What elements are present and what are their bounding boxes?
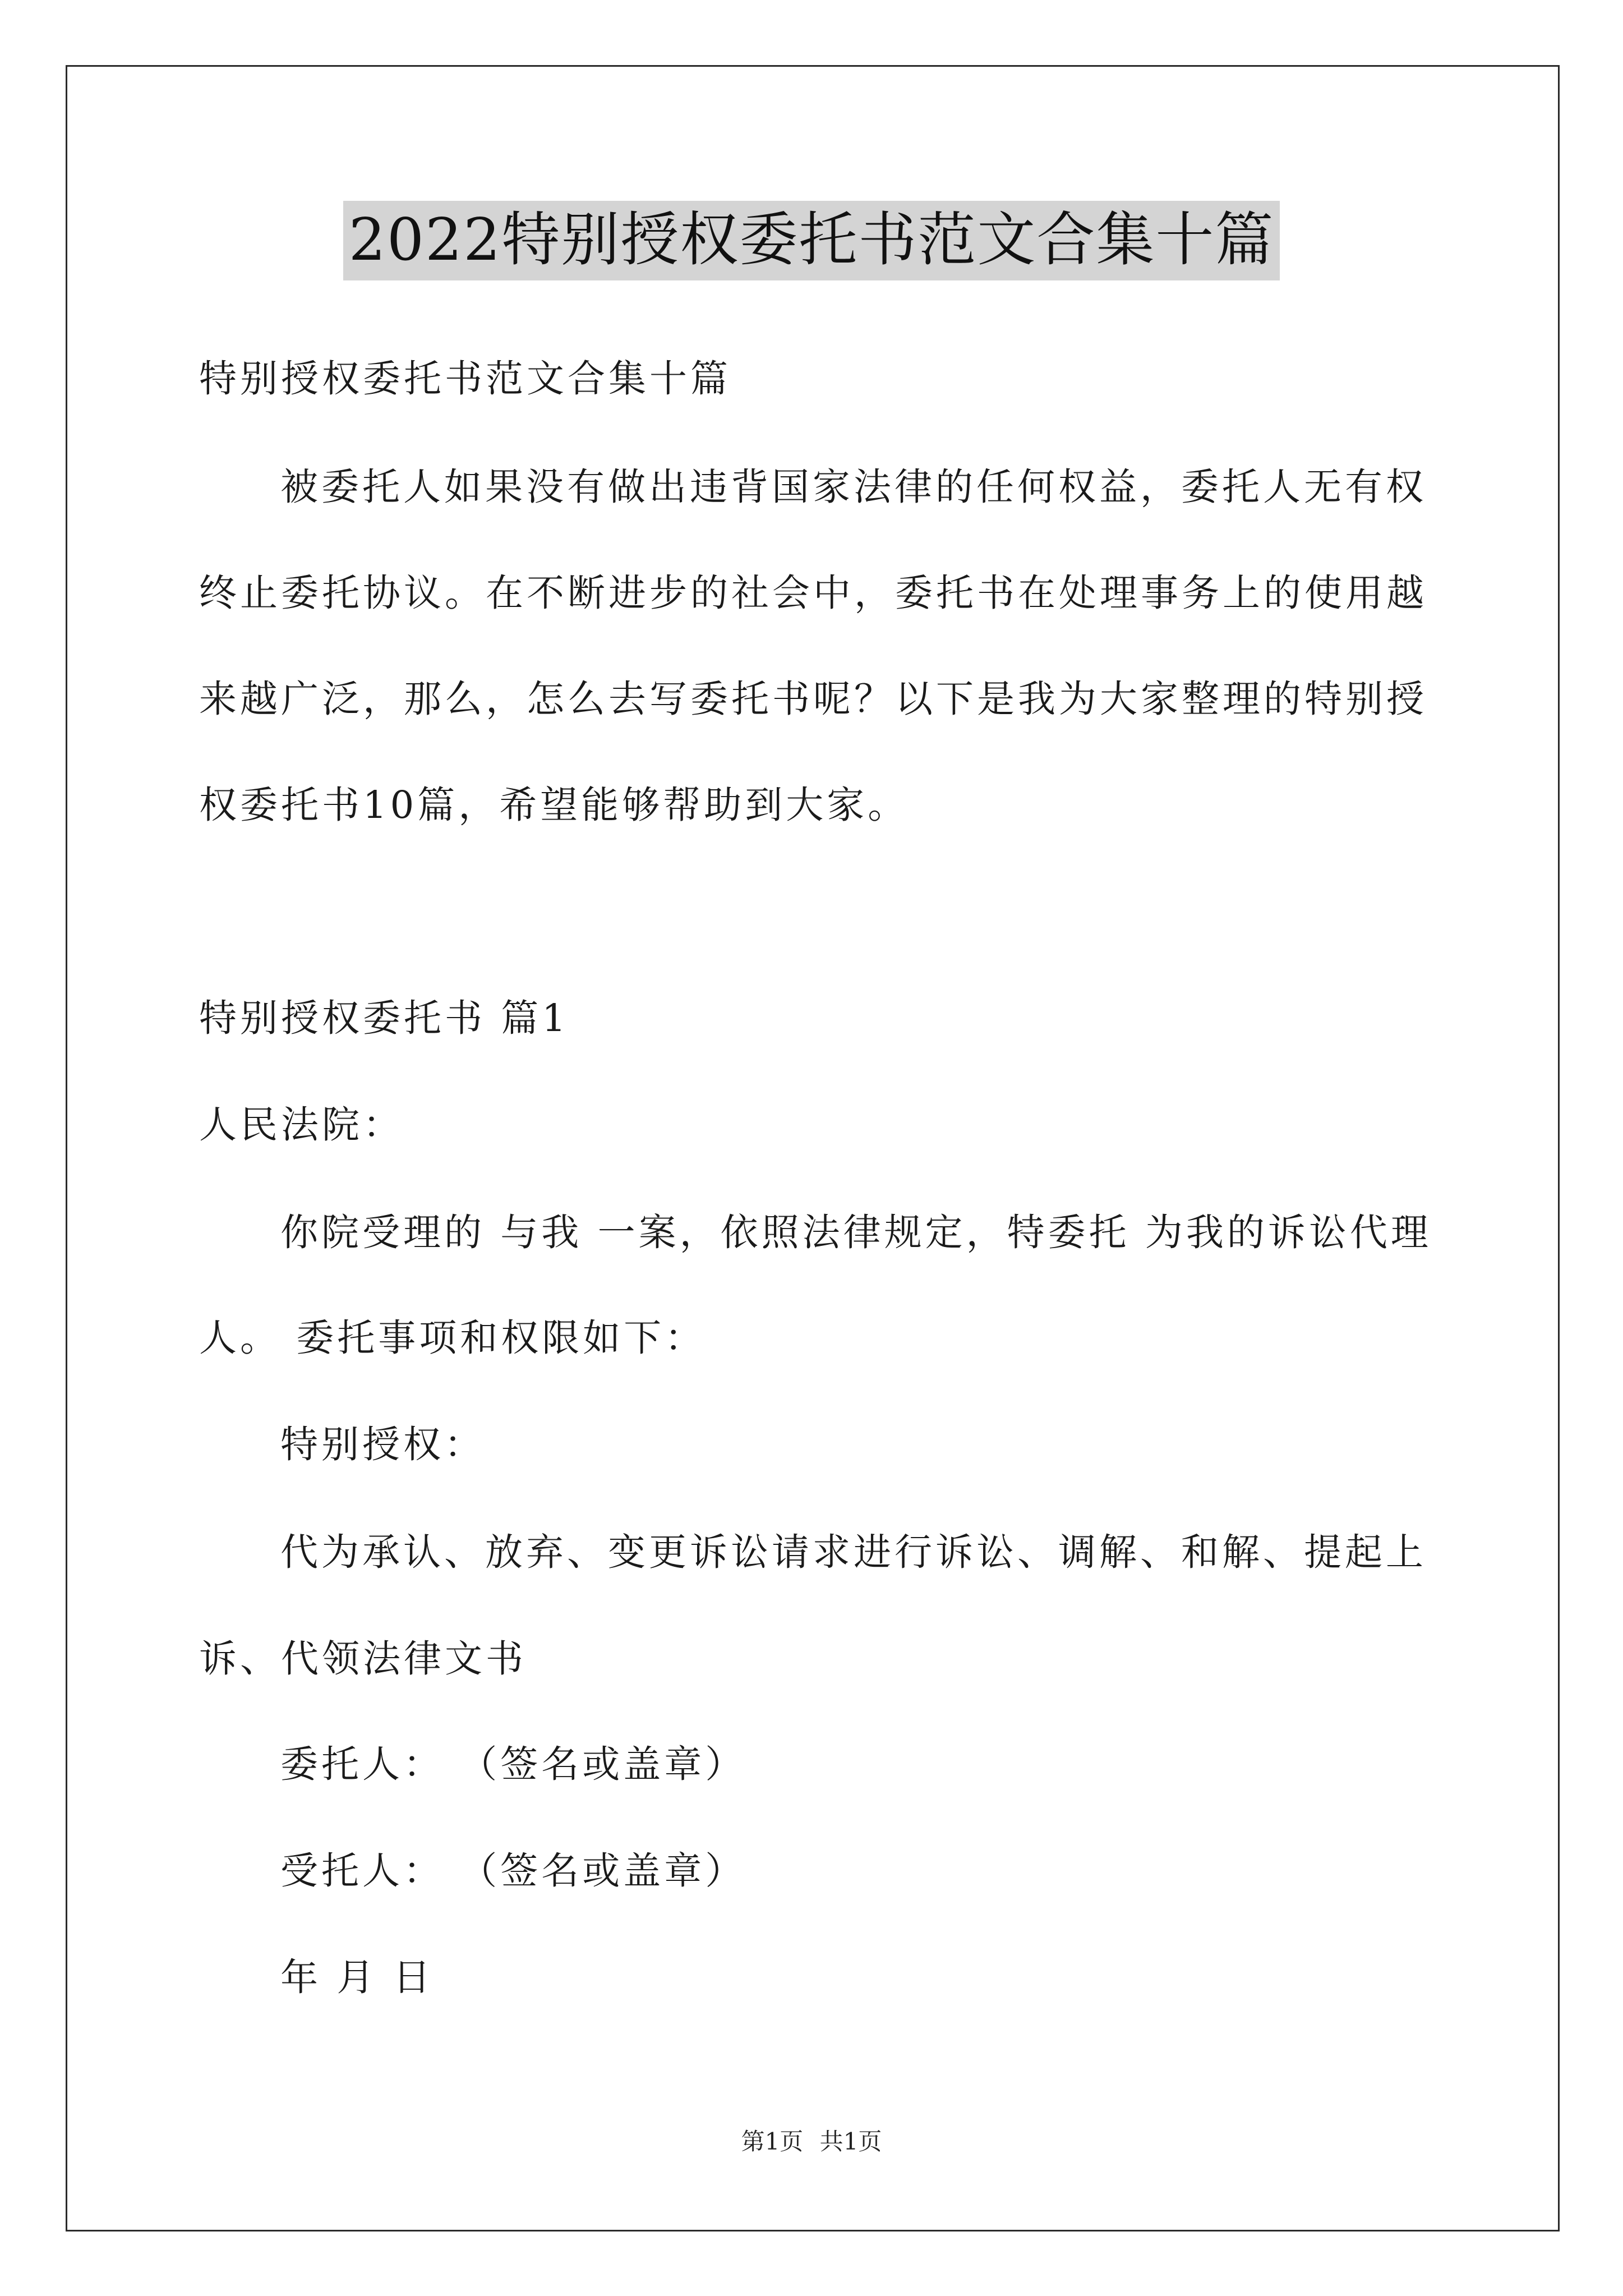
paragraph-line: 你院受理的 与我 一案，依照法律规定，特委托 为我的诉讼代理	[280, 1211, 1432, 1254]
subtitle-line: 特别授权委托书范文合集十篇	[199, 357, 731, 401]
paragraph-line: 权委托书10篇，希望能够帮助到大家。	[199, 783, 909, 827]
date-line: 年 月 日	[280, 1955, 434, 1999]
page-footer	[0, 2126, 1623, 2157]
page-number: 第1页	[741, 2128, 804, 2155]
paragraph-line: 特别授权：	[280, 1423, 485, 1466]
paragraph-line: 人。 委托事项和权限如下：	[199, 1316, 706, 1360]
document-title: 2022特别授权委托书范文合集十篇	[343, 201, 1280, 280]
signature-line-agent: 受托人： （签名或盖章）	[280, 1849, 746, 1893]
addressee-line: 人民法院：	[199, 1103, 404, 1147]
paragraph-line: 被委托人如果没有做出违背国家法律的任何权益，委托人无有权	[280, 465, 1427, 509]
paragraph-line: 代为承认、放弃、变更诉讼请求进行诉讼、调解、和解、提起上	[280, 1530, 1427, 1574]
section-heading: 特别授权委托书 篇1	[199, 996, 569, 1040]
signature-line-principal: 委托人： （签名或盖章）	[280, 1742, 746, 1786]
paragraph-line: 终止委托协议。在不断进步的社会中，委托书在处理事务上的使用越	[199, 571, 1427, 615]
page-total: 共1页	[819, 2128, 882, 2155]
paragraph-line: 来越广泛，那么，怎么去写委托书呢？以下是我为大家整理的特别授	[199, 677, 1427, 721]
paragraph-line: 诉、代领法律文书	[199, 1637, 527, 1681]
title-container	[0, 201, 1623, 280]
